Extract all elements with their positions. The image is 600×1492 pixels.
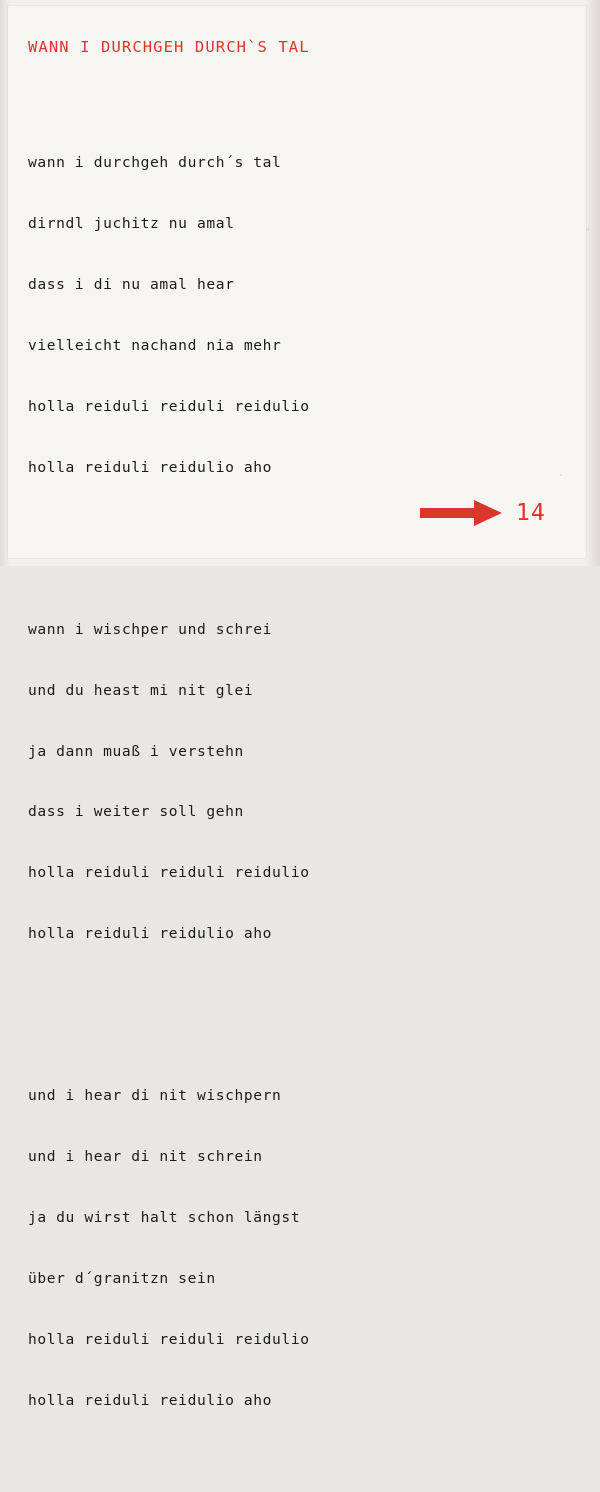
lyrics-line: über d´granitzn sein — [28, 1269, 216, 1287]
lyrics-line: und i hear di nit schrein — [28, 1148, 263, 1166]
paper-speck — [560, 474, 562, 476]
lyrics-line: dass i di nu amal hear — [28, 275, 235, 293]
lyrics-line: dass i weiter soll gehn — [28, 803, 244, 821]
lyrics-stanza — [28, 113, 548, 519]
lyrics-line: holla reiduli reiduli reidulio — [28, 864, 310, 882]
lyrics-line: wann i durchgeh durch´s tal — [28, 154, 282, 172]
lyrics-stanza — [28, 579, 548, 985]
lyrics-line: holla reiduli reidulio aho — [28, 458, 273, 476]
lyrics-line: ja du wirst halt schon längst — [28, 1209, 301, 1227]
lyrics-line: wann i wischper und schrei — [28, 620, 273, 638]
right-arrow-icon — [420, 500, 502, 526]
page-number: 14 — [516, 499, 546, 526]
lyrics-line: vielleicht nachand nia mehr — [28, 336, 282, 354]
lyrics-line: holla reiduli reiduli reidulio — [28, 397, 310, 415]
lyrics-stanza — [28, 1046, 548, 1452]
lyrics-line: und i hear di nit wischpern — [28, 1087, 282, 1105]
page-footer — [420, 500, 546, 526]
lyrics-line: und du heast mi nit glei — [28, 681, 254, 699]
lyrics-line: holla reiduli reidulio aho — [28, 925, 273, 943]
lyrics-line: ja dann muaß i verstehn — [28, 742, 244, 760]
lyrics-line: holla reiduli reidulio aho — [28, 1391, 273, 1409]
lyrics-body — [28, 72, 548, 1492]
song-title: WANN I DURCHGEH DURCH`S TAL — [28, 38, 310, 56]
lyrics-line: holla reiduli reiduli reidulio — [28, 1330, 310, 1348]
lyrics-line: dirndl juchitz nu amal — [28, 215, 235, 233]
paper-speck — [586, 228, 589, 231]
